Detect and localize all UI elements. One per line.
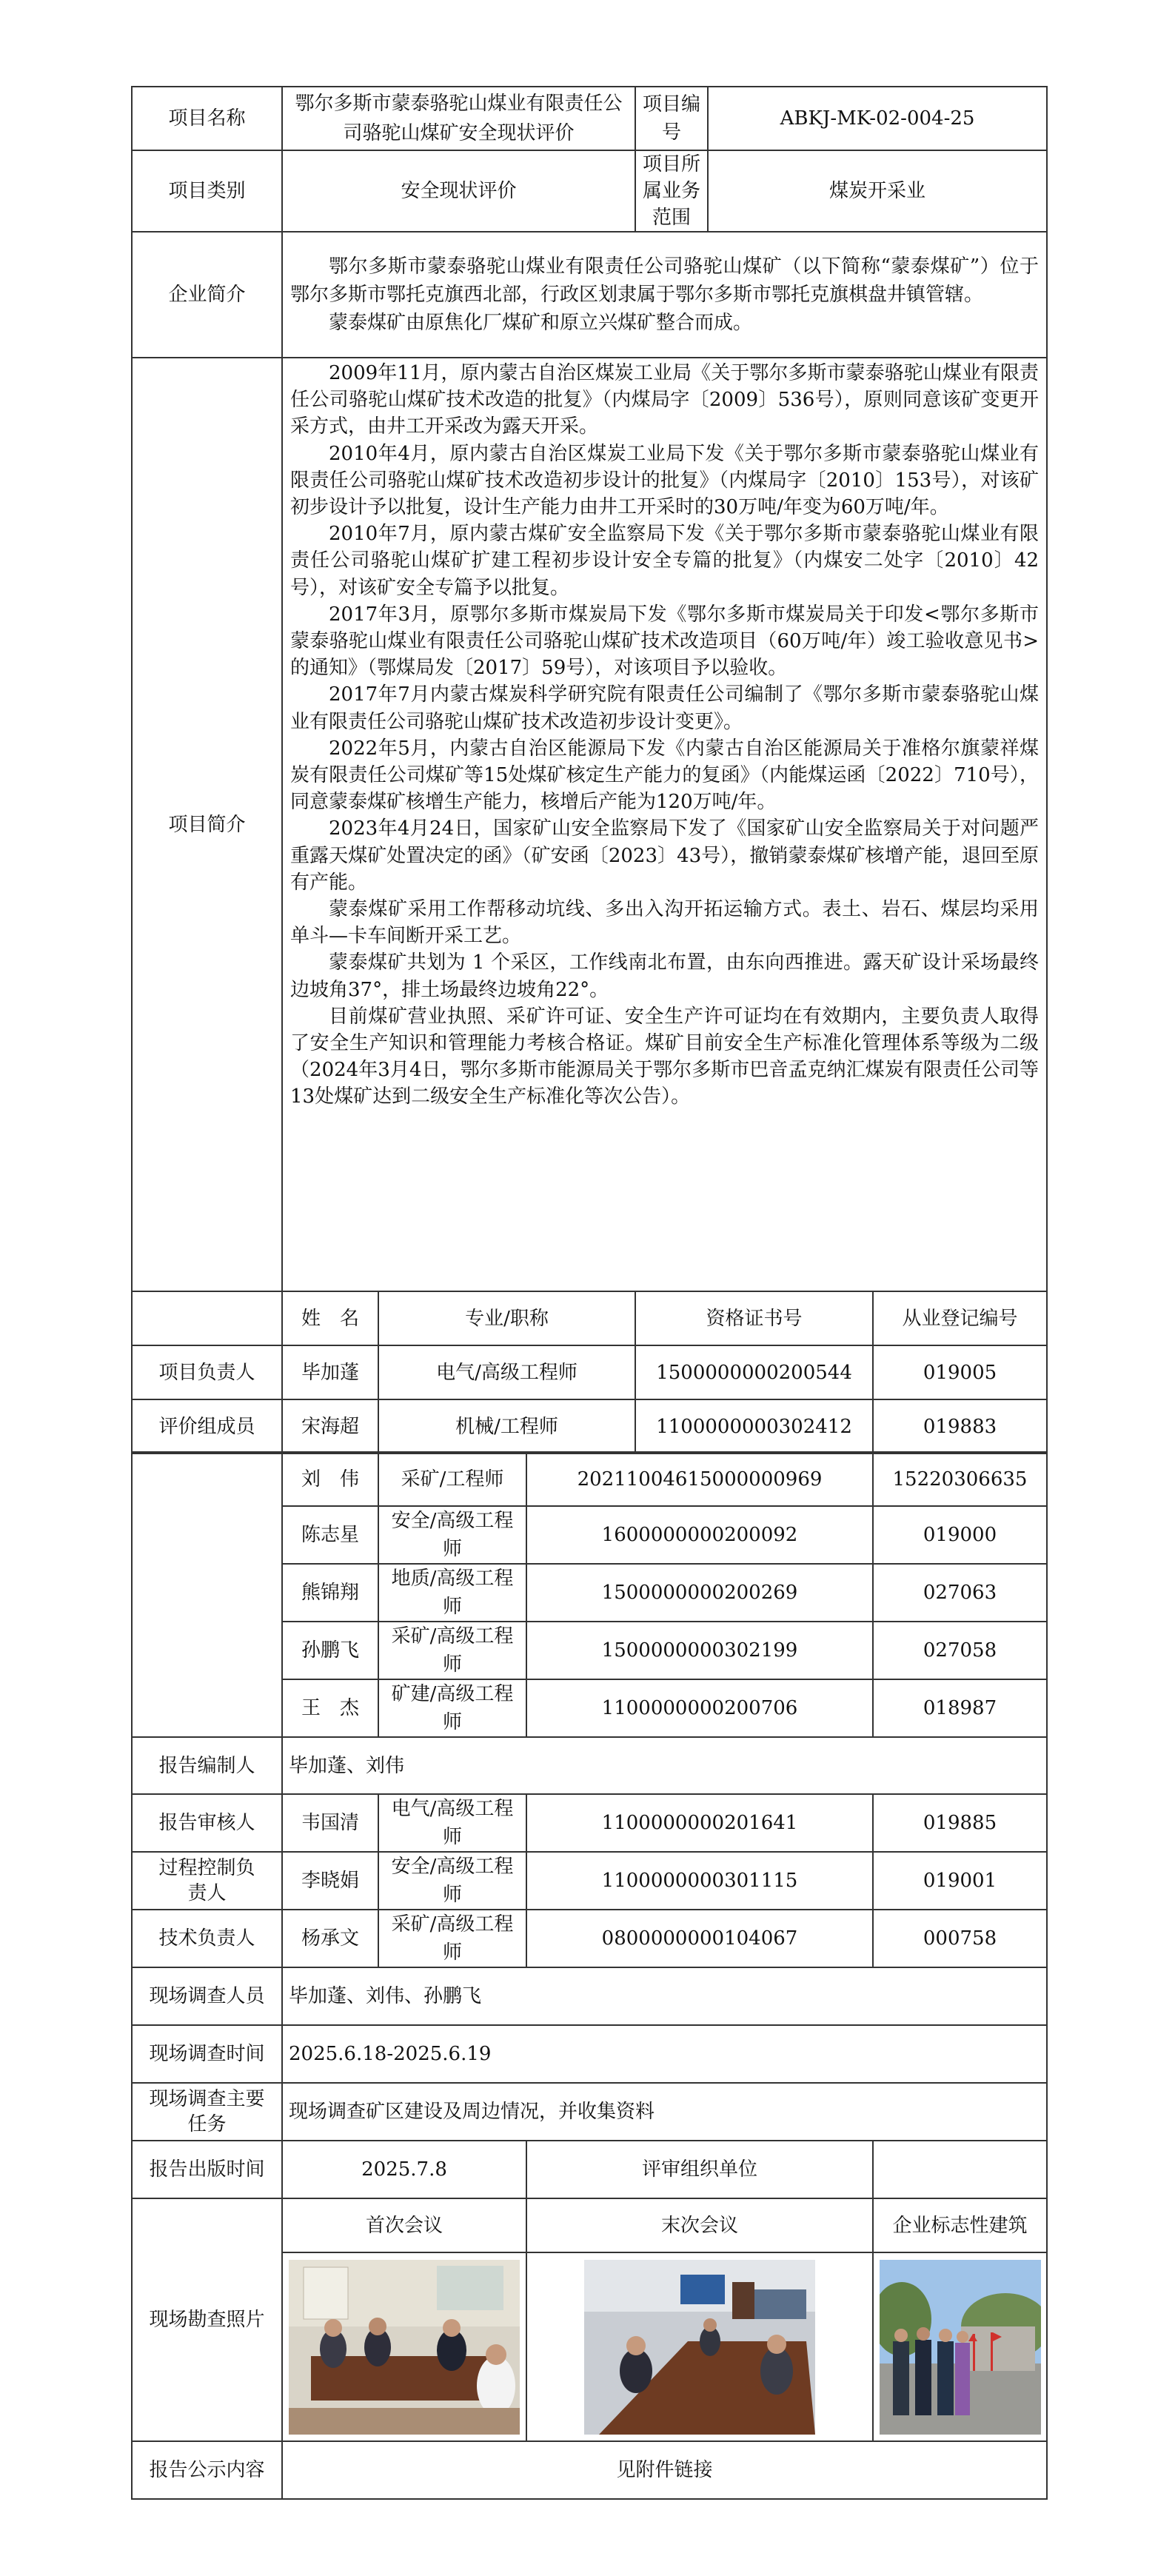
photo-cell-last bbox=[526, 2252, 873, 2441]
member-name: 宋海超 bbox=[282, 1399, 378, 1453]
compiler-names: 毕加蓬、刘伟 bbox=[282, 1737, 1047, 1794]
tech-lead-label: 技术负责人 bbox=[132, 1910, 282, 1967]
leader-cert: 1500000000200544 bbox=[635, 1345, 873, 1399]
tech-lead-name: 杨承文 bbox=[282, 1910, 378, 1967]
member-cert: 1500000000302199 bbox=[526, 1622, 873, 1679]
summary-para: 目前煤矿营业执照、采矿许可证、安全生产许可证均在有效期内，主要负责人取得了安全生产知识和管理能力考核合格证。煤矿目前安全生产标准化管理体系等级为二级（2024年3月4日，鄂尔多斯市能源局关于鄂尔多斯市巴音孟克纳汇煤炭有限责任公司等13处煤矿达到二级安全生产标准化等次公告）。 bbox=[290, 1005, 1040, 1108]
survey-people: 毕加蓬、刘伟、孙鹏飞 bbox=[282, 1967, 1047, 2025]
member-reg: 018987 bbox=[873, 1679, 1047, 1737]
summary-para: 2017年7月内蒙古煤炭科学研究院有限责任公司编制了《鄂尔多斯市蒙泰骆驼山煤业有限责任公司骆驼山煤矿技术改造初步设计变更》。 bbox=[290, 683, 1040, 733]
reviewer-reg: 019885 bbox=[873, 1794, 1047, 1852]
member-title: 安全/高级工程师 bbox=[378, 1506, 526, 1564]
public-content: 见附件链接 bbox=[282, 2441, 1047, 2499]
publish-time-label: 报告出版时间 bbox=[132, 2141, 282, 2198]
member-name: 孙鹏飞 bbox=[282, 1622, 378, 1679]
project-name-label: 项目名称 bbox=[132, 87, 282, 150]
company-intro-para: 蒙泰煤矿由原焦化厂煤矿和原立兴煤矿整合而成。 bbox=[329, 312, 753, 334]
summary-para: 2009年11月，原内蒙古自治区煤炭工业局《关于鄂尔多斯市蒙泰骆驼山煤业有限责任公司骆驼山煤矿技术改造的批复》（内煤局字〔2009〕536号），原则同意该矿变更开采方式，由井工开采改为露天开采。 bbox=[290, 362, 1040, 438]
members-label: 评价组成员 bbox=[132, 1399, 282, 1453]
first-meeting-photo bbox=[289, 2260, 520, 2435]
reviewer-name: 韦国清 bbox=[282, 1794, 378, 1852]
company-intro-para: 鄂尔多斯市蒙泰骆驼山煤业有限责任公司骆驼山煤矿（以下简称“蒙泰煤矿”）位于鄂尔多斯市鄂托克旗西北部，行政区划隶属于鄂尔多斯市鄂托克旗棋盘井镇管辖。 bbox=[290, 255, 1040, 306]
leader-reg: 019005 bbox=[873, 1345, 1047, 1399]
member-reg: 027063 bbox=[873, 1564, 1047, 1622]
member-reg: 15220306635 bbox=[873, 1452, 1047, 1506]
header-name: 姓 名 bbox=[282, 1291, 378, 1345]
report-info-table bbox=[131, 1451, 1048, 2500]
review-org-label: 评审组织单位 bbox=[526, 2141, 873, 2198]
survey-people-label: 现场调查人员 bbox=[132, 1967, 282, 2025]
member-name: 王 杰 bbox=[282, 1679, 378, 1737]
project-summary bbox=[282, 358, 1047, 1291]
compiler-label: 报告编制人 bbox=[132, 1737, 282, 1794]
member-cert: 1100000000302412 bbox=[635, 1399, 873, 1453]
photo-cell-first bbox=[282, 2252, 526, 2441]
summary-para: 2010年4月，原内蒙古自治区煤炭工业局下发《关于鄂尔多斯市蒙泰骆驼山煤业有限责任公司骆驼山煤矿技术改造初步设计的批复》（内煤局字〔2010〕153号），对该矿初步设计予以批复，设计生产能力由井工开采时的30万吨/年变为60万吨/年。 bbox=[290, 442, 1040, 519]
photo-caption-building: 企业标志性建筑 bbox=[873, 2198, 1047, 2252]
survey-time-label: 现场调查时间 bbox=[132, 2025, 282, 2083]
publish-date: 2025.7.8 bbox=[282, 2141, 526, 2198]
survey-task: 现场调查矿区建设及周边情况，并收集资料 bbox=[282, 2083, 1047, 2141]
member-cert: 1500000000200269 bbox=[526, 1564, 873, 1622]
process-control-reg: 019001 bbox=[873, 1852, 1047, 1910]
member-title: 机械/工程师 bbox=[378, 1399, 635, 1453]
member-cert: 1100000000200706 bbox=[526, 1679, 873, 1737]
photo-caption-last: 末次会议 bbox=[526, 2198, 873, 2252]
header-cert: 资格证书号 bbox=[635, 1291, 873, 1345]
last-meeting-photo bbox=[584, 2260, 815, 2435]
project-type-label: 项目类别 bbox=[132, 150, 282, 232]
project-name: 鄂尔多斯市蒙泰骆驼山煤业有限责任公司骆驼山煤矿安全现状评价 bbox=[282, 87, 635, 150]
member-title: 采矿/高级工程师 bbox=[378, 1622, 526, 1679]
leader-label: 项目负责人 bbox=[132, 1345, 282, 1399]
summary-para: 2010年7月，原内蒙古煤矿安全监察局下发《关于鄂尔多斯市蒙泰骆驼山煤业有限责任公司骆驼山煤矿扩建工程初步设计安全专篇的批复》（内煤安二处字〔2010〕42号），对该矿安全专篇予以批复。 bbox=[290, 523, 1040, 599]
member-name: 陈志星 bbox=[282, 1506, 378, 1564]
leader-name: 毕加蓬 bbox=[282, 1345, 378, 1399]
member-reg: 019000 bbox=[873, 1506, 1047, 1564]
scope: 煤炭开采业 bbox=[708, 150, 1047, 232]
reviewer-label: 报告审核人 bbox=[132, 1794, 282, 1852]
project-info-table bbox=[131, 86, 1048, 1454]
process-control-cert: 1100000000301115 bbox=[526, 1852, 873, 1910]
leader-title: 电气/高级工程师 bbox=[378, 1345, 635, 1399]
project-no-label: 项目编号 bbox=[635, 87, 708, 150]
project-type: 安全现状评价 bbox=[282, 150, 635, 232]
photo-caption-first: 首次会议 bbox=[282, 2198, 526, 2252]
review-org bbox=[873, 2141, 1047, 2198]
member-title: 采矿/工程师 bbox=[378, 1452, 526, 1506]
member-reg: 027058 bbox=[873, 1622, 1047, 1679]
company-intro-label: 企业简介 bbox=[132, 232, 282, 358]
project-no: ABKJ-MK-02-004-25 bbox=[708, 87, 1047, 150]
project-summary-label: 项目简介 bbox=[132, 358, 282, 1291]
reviewer-cert: 1100000000201641 bbox=[526, 1794, 873, 1852]
member-cert: 20211004615000000969 bbox=[526, 1452, 873, 1506]
member-cert: 1600000000200092 bbox=[526, 1506, 873, 1564]
member-name: 刘 伟 bbox=[282, 1452, 378, 1506]
summary-para: 2022年5月，内蒙古自治区能源局下发《内蒙古自治区能源局关于准格尔旗蒙祥煤炭有限责任公司煤矿等15处煤矿核定生产能力的复函》（内能煤运函〔2022〕710号），同意蒙泰煤矿核增生产能力，核增后产能为120万吨/年。 bbox=[290, 737, 1040, 814]
process-control-name: 李晓娟 bbox=[282, 1852, 378, 1910]
header-title: 专业/职称 bbox=[378, 1291, 635, 1345]
landmark-building-photo bbox=[880, 2260, 1041, 2435]
summary-para: 蒙泰煤矿共划为 1 个采区，工作线南北布置，由东向西推进。露天矿设计采场最终边坡角37°，排土场最终边坡角22°。 bbox=[290, 951, 1040, 1001]
summary-para: 蒙泰煤矿采用工作帮移动坑线、多出入沟开拓运输方式。表土、岩石、煤层均采用单斗—卡车间断开采工艺。 bbox=[290, 898, 1040, 948]
tech-lead-reg: 000758 bbox=[873, 1910, 1047, 1967]
company-intro bbox=[282, 232, 1047, 358]
summary-para: 2017年3月，原鄂尔多斯市煤炭局下发《鄂尔多斯市煤炭局关于印发<鄂尔多斯市蒙泰骆驼山煤业有限责任公司骆驼山煤矿技术改造项目（60万吨/年）竣工验收意见书>的通知》（鄂煤局发〔2017〕59号），对该项目予以验收。 bbox=[290, 603, 1040, 680]
public-content-label: 报告公示内容 bbox=[132, 2441, 282, 2499]
photo-cell-building bbox=[873, 2252, 1047, 2441]
process-control-title: 安全/高级工程师 bbox=[378, 1852, 526, 1910]
tech-lead-title: 采矿/高级工程师 bbox=[378, 1910, 526, 1967]
photos-label: 现场勘查照片 bbox=[132, 2198, 282, 2441]
header-reg: 从业登记编号 bbox=[873, 1291, 1047, 1345]
survey-task-label: 现场调查主要任务 bbox=[132, 2083, 282, 2141]
summary-para: 2023年4月24日，国家矿山安全监察局下发了《国家矿山安全监察局关于对问题严重露天煤矿处置决定的函》（矿安函〔2023〕43号），撤销蒙泰煤矿核增产能，退回至原有产能。 bbox=[290, 817, 1040, 894]
member-title: 矿建/高级工程师 bbox=[378, 1679, 526, 1737]
member-name: 熊锦翔 bbox=[282, 1564, 378, 1622]
member-reg: 019883 bbox=[873, 1399, 1047, 1453]
reviewer-title: 电气/高级工程师 bbox=[378, 1794, 526, 1852]
survey-time: 2025.6.18-2025.6.19 bbox=[282, 2025, 1047, 2083]
scope-label: 项目所属业务范围 bbox=[635, 150, 708, 232]
process-control-label: 过程控制负责人 bbox=[132, 1852, 282, 1910]
tech-lead-cert: 0800000000104067 bbox=[526, 1910, 873, 1967]
member-title: 地质/高级工程师 bbox=[378, 1564, 526, 1622]
